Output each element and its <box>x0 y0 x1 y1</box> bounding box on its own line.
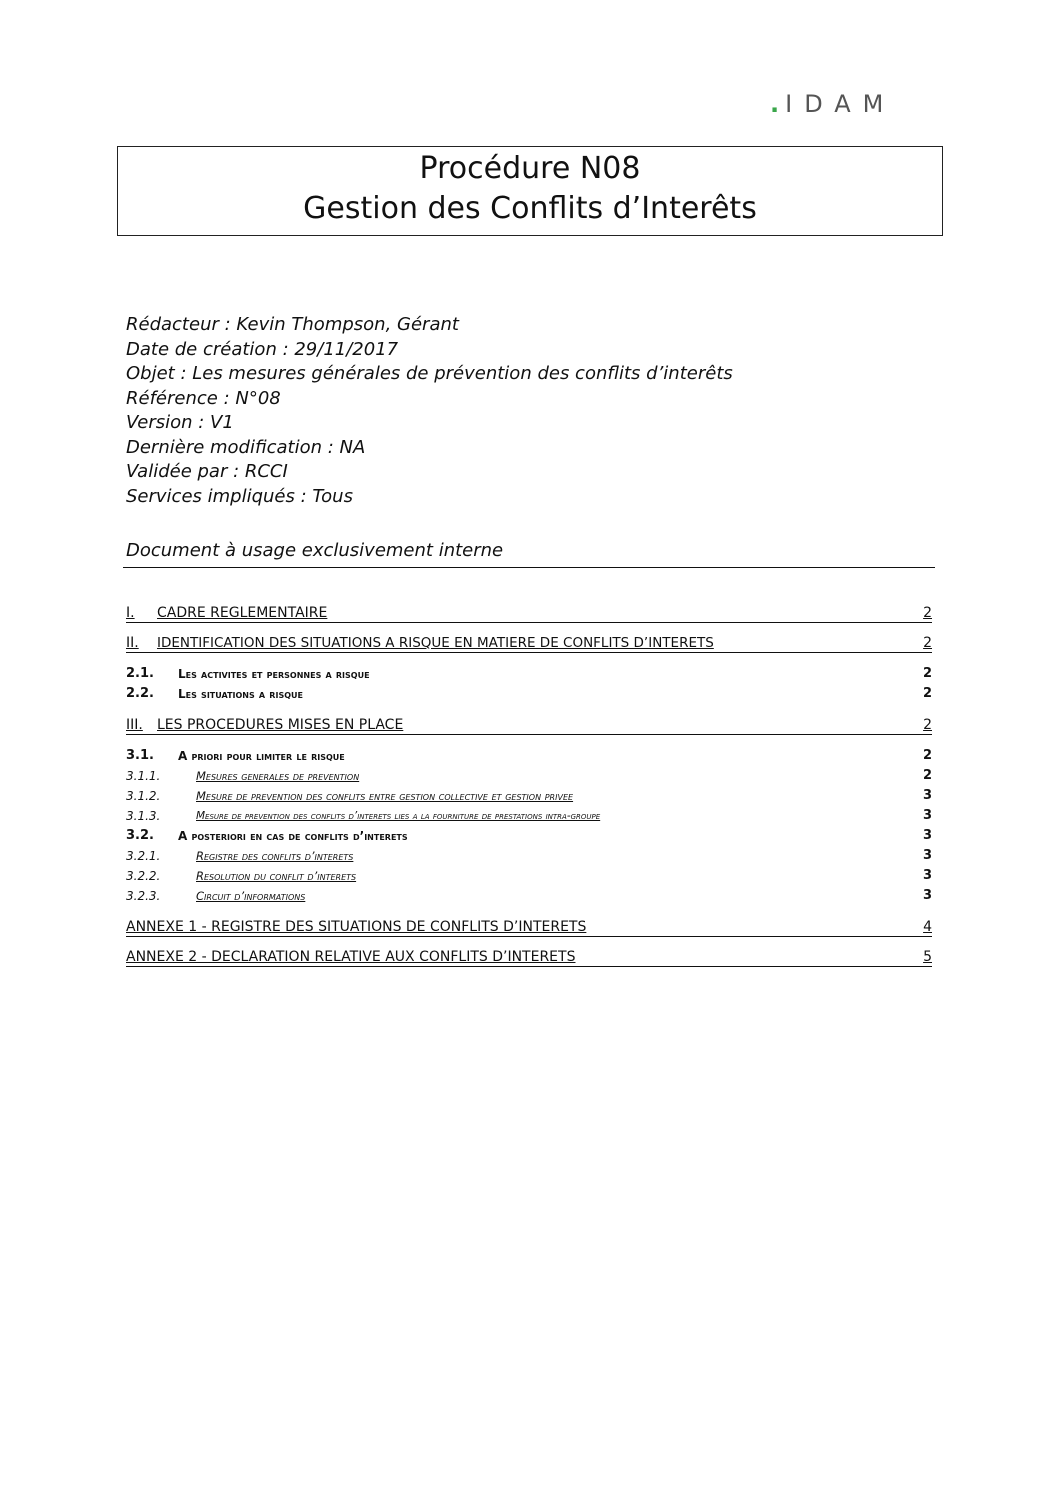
meta-creation-date: Date de création : 29/11/2017 <box>126 338 399 360</box>
toc-page: 5 <box>923 949 932 965</box>
toc-page: 2 <box>923 717 932 733</box>
toc-page: 3 <box>922 848 932 863</box>
toc-entry[interactable] <box>126 685 932 703</box>
toc-entry[interactable] <box>126 634 932 653</box>
toc-page: 2 <box>922 748 932 763</box>
toc-entry[interactable] <box>126 827 932 845</box>
toc-link[interactable]: Circuit d’informations <box>196 889 306 903</box>
toc-page: 3 <box>922 808 932 823</box>
procedure-subtitle: Gestion des Conflits d’Interêts <box>303 191 757 226</box>
toc-entry[interactable] <box>126 887 932 905</box>
toc-entry[interactable] <box>126 847 932 865</box>
toc-link[interactable]: Resolution du conflit d’interets <box>196 869 357 883</box>
toc-entry[interactable] <box>126 747 932 765</box>
toc-entry[interactable] <box>126 787 932 805</box>
company-logo <box>770 90 895 118</box>
toc-number: II. <box>126 635 139 651</box>
meta-validated-by: Validée par : RCCI <box>126 461 288 482</box>
toc-link[interactable]: LES PROCEDURES MISES EN PLACE <box>157 717 404 733</box>
toc-page: 4 <box>923 919 932 935</box>
toc-link[interactable]: Registre des conflits d’interets <box>196 849 354 863</box>
toc-number: 2.1. <box>126 666 154 681</box>
toc-page: 3 <box>922 868 932 883</box>
toc-link[interactable]: CADRE REGLEMENTAIRE <box>157 605 328 621</box>
toc-number: III. <box>126 717 143 733</box>
toc-link[interactable]: IDENTIFICATION DES SITUATIONS A RISQUE EN MATIERE DE CONFLITS D’INTERETS <box>157 635 714 651</box>
header-divider <box>123 567 935 568</box>
toc-number: 3.2.3. <box>126 889 161 903</box>
toc-page: 2 <box>922 686 932 701</box>
toc-link[interactable]: A posteriori en cas de conflits d’interets <box>178 829 408 843</box>
meta-version: Version : V1 <box>126 412 234 433</box>
toc-page: 2 <box>922 768 932 783</box>
toc-entry[interactable] <box>126 767 932 785</box>
toc-number: I. <box>126 605 135 621</box>
meta-last-modification: Dernière modification : NA <box>126 436 366 458</box>
toc-number: 3.1.2. <box>126 789 161 803</box>
toc-entry[interactable] <box>126 867 932 885</box>
toc-page: 2 <box>923 605 932 621</box>
toc-page: 3 <box>922 788 932 803</box>
toc-entry[interactable] <box>126 665 932 683</box>
toc-link[interactable]: ANNEXE 2 - DECLARATION RELATIVE AUX CONFLITS D’INTERETS <box>126 949 576 965</box>
toc-link[interactable]: Mesures generales de prevention <box>196 769 360 783</box>
toc-number: 3.1.3. <box>126 809 161 823</box>
toc-entry[interactable] <box>126 604 932 623</box>
toc-number: 3.1. <box>126 748 154 763</box>
toc-link[interactable]: ANNEXE 1 - REGISTRE DES SITUATIONS DE CONFLITS D’INTERETS <box>126 919 587 935</box>
toc-link[interactable]: Mesure de prevention des conflits d’interets lies a la fourniture de prestations intra-groupe <box>196 810 601 822</box>
toc-link[interactable]: Les activites et personnes a risque <box>178 667 370 681</box>
toc-page: 3 <box>922 828 932 843</box>
procedure-title: Procédure N08 <box>419 151 641 186</box>
toc-link[interactable]: A priori pour limiter le risque <box>178 749 345 763</box>
toc-entry[interactable] <box>126 807 932 825</box>
meta-services: Services impliqués : Tous <box>126 485 353 507</box>
toc-page: 2 <box>923 635 932 651</box>
meta-author: Rédacteur : Kevin Thompson, Gérant <box>126 314 459 335</box>
toc-link[interactable]: Les situations a risque <box>178 687 303 701</box>
toc-link[interactable]: Mesure de prevention des conflits entre gestion collective et gestion privee <box>196 789 574 803</box>
internal-use-note: Document à usage exclusivement interne <box>126 540 504 561</box>
toc-entry[interactable] <box>126 716 932 735</box>
toc-number: 3.2.1. <box>126 849 161 863</box>
meta-object: Objet : Les mesures générales de prévention des conflits d’interêts <box>126 363 733 384</box>
title-box <box>117 146 943 236</box>
meta-reference: Référence : N°08 <box>126 387 281 409</box>
document-metadata <box>126 313 733 509</box>
toc-page: 3 <box>922 888 932 903</box>
toc-number: 3.2.2. <box>126 869 161 883</box>
toc-entry[interactable] <box>126 948 932 967</box>
toc-entry[interactable] <box>126 918 932 937</box>
logo-text: IDAM <box>785 90 896 118</box>
logo-dot: . <box>770 90 786 118</box>
toc-page: 2 <box>922 666 932 681</box>
toc-number: 2.2. <box>126 686 154 701</box>
toc-number: 3.2. <box>126 828 154 843</box>
toc-number: 3.1.1. <box>126 769 161 783</box>
